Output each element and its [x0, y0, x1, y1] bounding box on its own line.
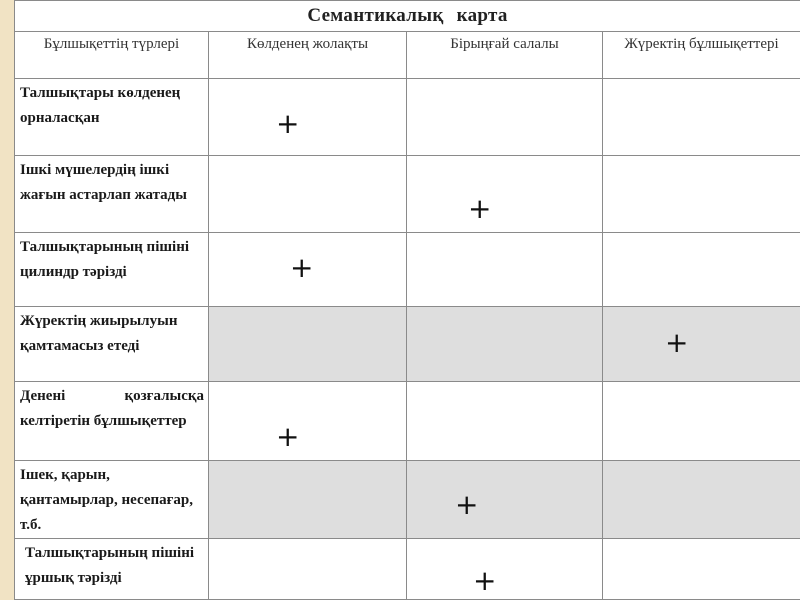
table-row [15, 79, 800, 156]
row-label: Талшықтарының пішіні ұршық тәрізді [15, 539, 209, 600]
mark-cell-cardiac [603, 156, 800, 233]
row-label: Талшықтарының пішіні цилиндр тәрізді [15, 233, 209, 307]
plus-mark: + [455, 488, 479, 521]
row-label: Талшықтары көлденең орналасқан [15, 79, 209, 156]
table-row [15, 307, 800, 382]
mark-cell-striated [209, 382, 407, 461]
plus-mark: + [290, 251, 314, 284]
mark-cell-cardiac [603, 539, 800, 600]
header-cardiac: Жүректің бұлшықеттері [603, 32, 800, 79]
mark-cell-cardiac [603, 233, 800, 307]
mark-cell-striated [209, 539, 407, 600]
mark-cell-smooth [407, 307, 603, 382]
row-label: Денені қозғалысқа келтіретін бұлшықеттер [15, 382, 209, 461]
mark-cell-cardiac [603, 382, 800, 461]
mark-cell-striated [209, 461, 407, 539]
mark-cell-cardiac [603, 307, 800, 382]
plus-mark: + [276, 107, 300, 140]
mark-cell-smooth [407, 233, 603, 307]
page-background-strip [0, 0, 14, 600]
row-label: Ішек, қарын, қантамырлар, несепағар, т.б. [15, 461, 209, 539]
table-row [15, 461, 800, 539]
table-row [15, 539, 800, 600]
table-row [15, 382, 800, 461]
plus-mark: + [665, 326, 689, 359]
table-row [15, 233, 800, 307]
table-title: Семантикалық карта [15, 1, 800, 32]
mark-cell-smooth [407, 539, 603, 600]
mark-cell-striated [209, 233, 407, 307]
header-row [15, 32, 800, 79]
plus-mark: + [473, 564, 497, 597]
mark-cell-smooth [407, 156, 603, 233]
semantic-map-table [14, 0, 800, 600]
table-row [15, 156, 800, 233]
title-row [15, 1, 800, 32]
row-label: Жүректің жиырылуын қамтамасыз етеді [15, 307, 209, 382]
plus-mark: + [276, 420, 300, 453]
mark-cell-striated [209, 79, 407, 156]
plus-mark: + [468, 192, 492, 225]
mark-cell-smooth [407, 79, 603, 156]
mark-cell-smooth [407, 461, 603, 539]
mark-cell-striated [209, 156, 407, 233]
header-smooth: Бірыңғай салалы [407, 32, 603, 79]
mark-cell-cardiac [603, 79, 800, 156]
header-striated: Көлденең жолақты [209, 32, 407, 79]
header-muscle-types: Бұлшықеттің түрлері [15, 32, 209, 79]
row-label: Ішкі мүшелердің ішкі жағын астарлап жатады [15, 156, 209, 233]
mark-cell-smooth [407, 382, 603, 461]
mark-cell-cardiac [603, 461, 800, 539]
mark-cell-striated [209, 307, 407, 382]
